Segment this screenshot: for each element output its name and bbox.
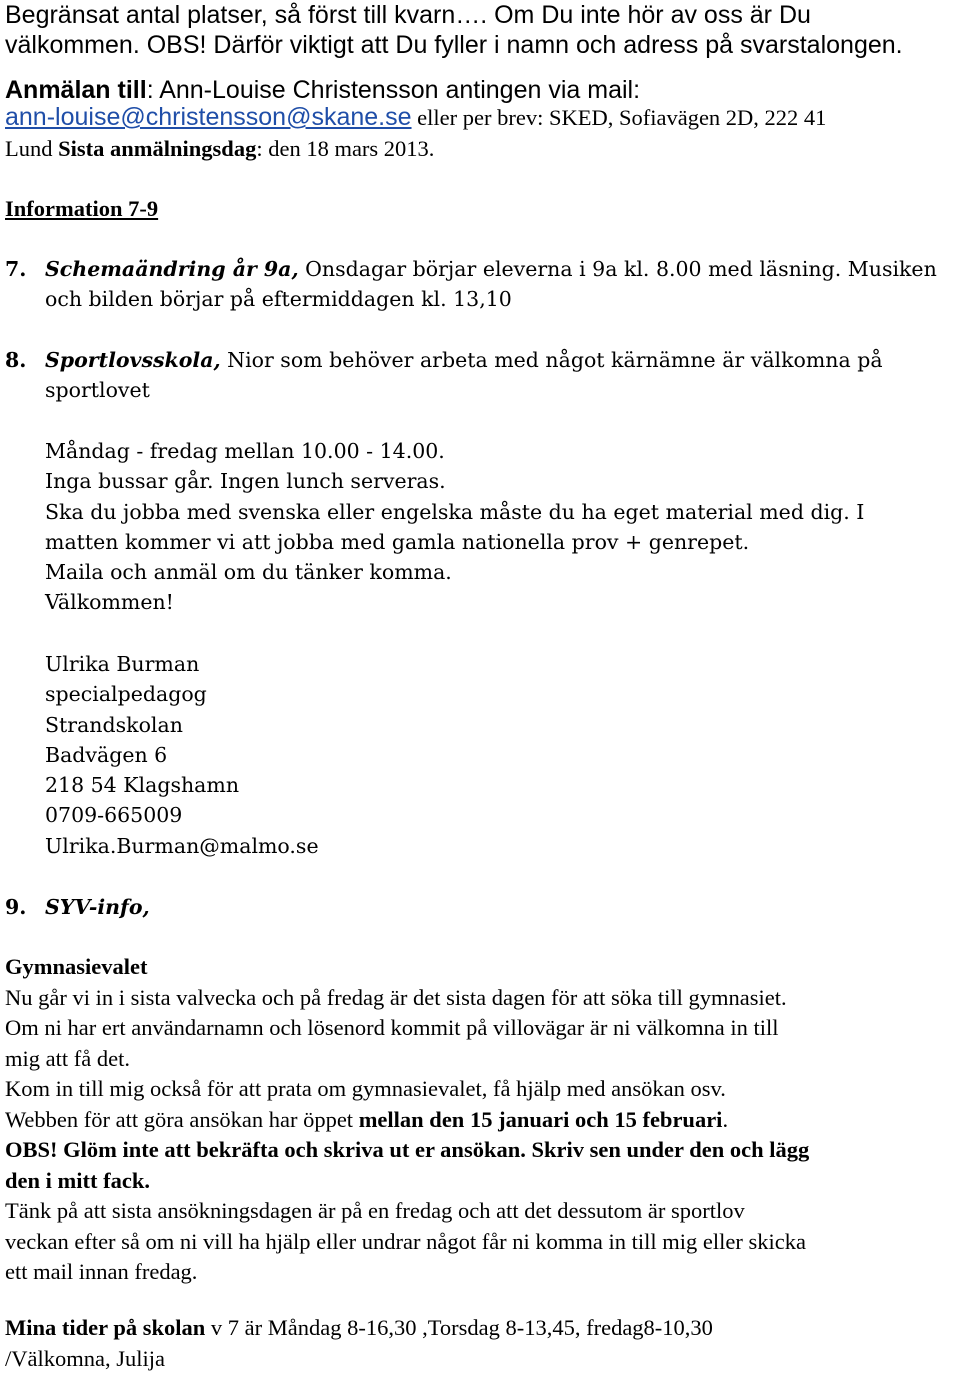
detail-line: Välkommen! [45, 590, 174, 615]
deadline-label: Sista anmälningsdag [58, 136, 257, 161]
info-heading: Information 7-9 [5, 196, 159, 221]
intro-line-2: välkommen. OBS! Därför viktigt att Du fyller i namn och adress på svarstalongen. [5, 31, 903, 59]
obs-line-2: den i mitt fack. [5, 1167, 150, 1193]
deadline-rest: : den 18 mars 2013. [256, 136, 435, 161]
anmalan-rest: : Ann-Louise Christensson antingen via mail: [146, 76, 641, 104]
item-8-text-1: Nior som behöver arbeta med något kärnämne är välkomna på [220, 348, 883, 372]
item-7-number: 7. [5, 257, 27, 281]
gymnasie-line: Nu går vi in i sista valvecka och på fredag är det sista dagen för att söka till gymnasiet. [5, 984, 787, 1010]
item-7-text-1: Onsdagar börjar eleverna i 9a kl. 8.00 med läsning. Musiken [298, 257, 937, 281]
signature-email[interactable]: Ulrika.Burman@malmo.se [45, 833, 319, 858]
tider-label: Mina tider på skolan [5, 1315, 206, 1340]
closing-line: ett mail innan fredag. [5, 1259, 198, 1284]
closing-line: veckan efter så om ni vill ha hjälp eller undrar något får ni komma in till mig eller skicka [5, 1228, 806, 1254]
item-9-number: 9. [5, 895, 27, 919]
gymnasie-line: Om ni har ert användarnamn och lösenord kommit på villovägar är ni välkomna in till [5, 1015, 779, 1040]
email-line [5, 102, 826, 134]
item-8-number: 8. [5, 348, 27, 372]
detail-line: Måndag - fredag mellan 10.00 - 14.00. [45, 439, 445, 463]
item-8-line-2: sportlovet [45, 378, 150, 403]
item-7 [5, 254, 937, 315]
signature-title: specialpedagog [45, 682, 207, 707]
item-7-line-1 [5, 254, 937, 284]
detail-line: Ska du jobba med svenska eller engelska måste du ha eget material med dig. I [45, 499, 865, 524]
intro-block [5, 0, 903, 105]
closing-line: Tänk på att sista ansökningsdagen är på en fredag och att det dessutom är sportlov [5, 1198, 745, 1223]
gymnasie-heading: Gymnasievalet [5, 954, 148, 979]
detail-line: Maila och anmäl om du tänker komma. [45, 560, 452, 585]
item-8-line-1 [5, 345, 883, 375]
detail-line: Inga bussar går. Ingen lunch serveras. [45, 469, 446, 494]
item-8 [5, 345, 883, 406]
webben-line [5, 1105, 809, 1136]
tider-line [5, 1313, 713, 1344]
webben-text: Webben för att göra ansökan har öppet [5, 1106, 359, 1132]
item-8-title: Sportlovsskola, [45, 348, 221, 372]
email-link[interactable]: ann-louise@christensson@skane.se [5, 103, 412, 131]
signature-block [5, 649, 319, 861]
signature-name: Ulrika Burman [45, 652, 200, 676]
lund-text: Lund [5, 136, 59, 161]
item-7-title: Schemaändring år 9a, [45, 257, 299, 281]
signature-school: Strandskolan [45, 712, 183, 737]
tider-rest: v 7 är Måndag 8-16,30 ,Torsdag 8-13,45, fredag8-10,30 [205, 1315, 713, 1340]
tider-block [5, 1313, 713, 1374]
gymnasie-line: mig att få det. [5, 1045, 130, 1071]
obs-line-1: OBS! Glöm inte att bekräfta och skriva ut er ansökan. Skriv sen under den och lägg [5, 1137, 810, 1162]
detail-line: matten kommer vi att jobba med gamla nationella prov + genrepet. [45, 529, 750, 554]
item-8-details [5, 436, 864, 618]
item-9-title: SYV-info, [45, 895, 150, 919]
intro-line-1: Begränsat antal platser, så först till kvarn…. Om Du inte hör av oss är Du [5, 1, 811, 29]
webben-dates: mellan den 15 januari och 15 februari [358, 1106, 723, 1132]
gymnasie-section [5, 952, 809, 1288]
signature-city: 218 54 Klagshamn [45, 773, 240, 798]
post-text: eller per brev: SKED, Sofiavägen 2D, 222 41 [411, 105, 827, 130]
gymnasie-line: Kom in till mig också för att prata om gymnasievalet, få hjälp med ansökan osv. [5, 1076, 726, 1101]
webben-end: . [722, 1106, 729, 1132]
signature-street: Badvägen 6 [45, 742, 168, 767]
deadline-line [5, 134, 434, 165]
anmalan-label: Anmälan till [5, 76, 147, 104]
signature-phone: 0709-665009 [45, 803, 183, 828]
item-9 [5, 892, 150, 922]
item-7-line-2: och bilden börjar på eftermiddagen kl. 13,10 [45, 287, 512, 312]
anmalan-line [5, 75, 903, 105]
closing-signature: /Välkomna, Julija [5, 1345, 165, 1371]
